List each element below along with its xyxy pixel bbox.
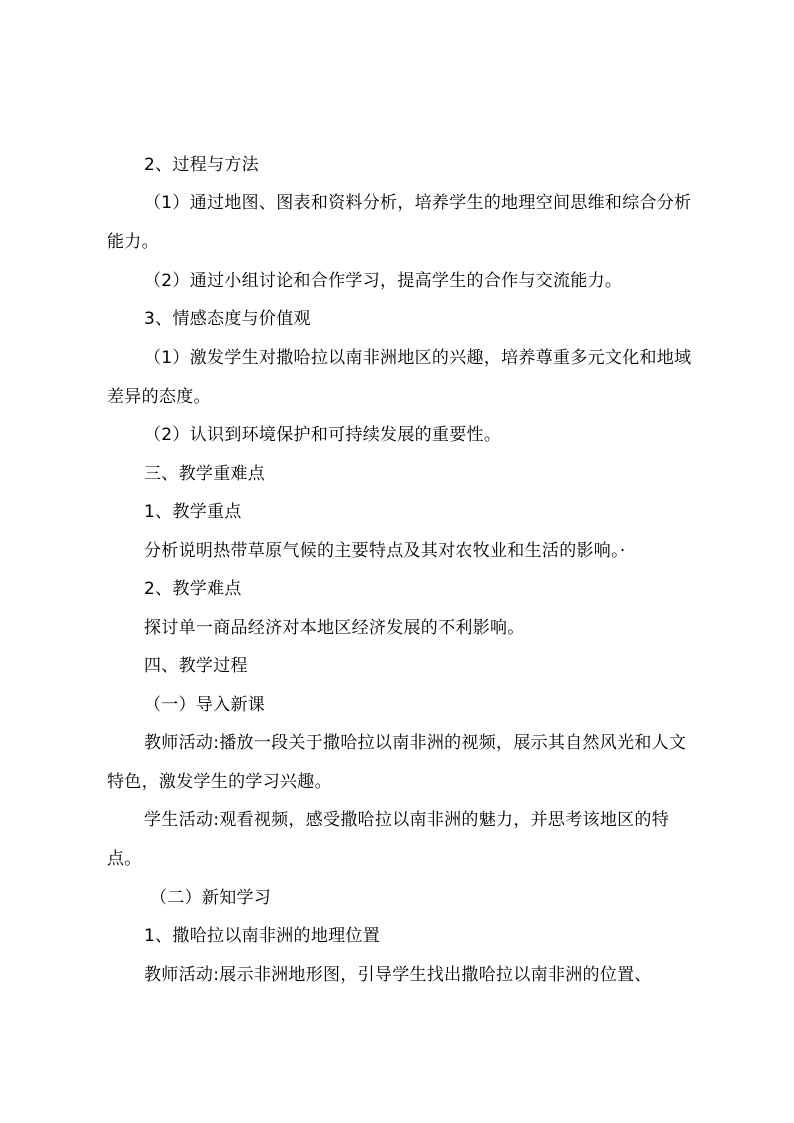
paragraph-key-points: 分析说明热带草原气候的主要特点及其对农牧业和生活的影响。· <box>144 541 626 561</box>
paragraph-teacher-activity-video: 教师活动:播放一段关于撒哈拉以南非洲的视频，展示其自然风光和人文特色，激发学生的学习兴趣。 <box>107 733 687 792</box>
heading-teaching-process: 四、教学过程 <box>144 656 248 676</box>
heading-difficult-points: 2、教学难点 <box>144 579 242 599</box>
paragraph-difficult-points: 探讨单一商品经济对本地区经济发展的不利影响。 <box>144 618 525 638</box>
paragraph-emotion-1: （1）激发学生对撒哈拉以南非洲地区的兴趣，培养尊重多元文化和地域差异的态度。 <box>107 348 692 407</box>
paragraph-teacher-activity-map: 教师活动:展示非洲地形图，引导学生找出撒哈拉以南非洲的位置、 <box>144 965 652 985</box>
paragraph-emotion-2: （2）认识到环境保护和可持续发展的重要性。 <box>144 425 502 445</box>
heading-key-difficult-points: 三、教学重难点 <box>144 464 266 484</box>
paragraph-student-activity-video: 学生活动:观看视频，感受撒哈拉以南非洲的魅力，并思考该地区的特点。 <box>107 810 670 869</box>
paragraph-objective-1: （1）通过地图、图表和资料分析，培养学生的地理空间思维和综合分析能力。 <box>107 193 692 252</box>
heading-new-knowledge: （二）新知学习 <box>150 888 272 908</box>
heading-key-points: 1、教学重点 <box>144 502 242 522</box>
heading-process-method: 2、过程与方法 <box>144 155 259 175</box>
heading-emotion-values: 3、情感态度与价值观 <box>144 309 311 329</box>
paragraph-objective-2: （2）通过小组讨论和合作学习，提高学生的合作与交流能力。 <box>144 271 623 291</box>
heading-lesson-intro: （一）导入新课 <box>144 695 266 715</box>
heading-geographic-location: 1、撒哈拉以南非洲的地理位置 <box>144 926 381 946</box>
